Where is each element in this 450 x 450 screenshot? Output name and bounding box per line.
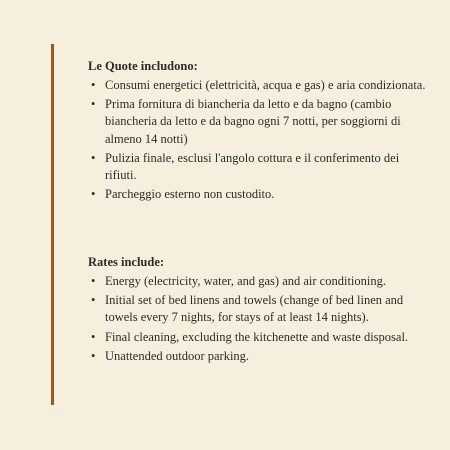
italian-item-parking: • Parcheggio esterno non custodito. [88, 186, 433, 203]
italian-section [88, 58, 433, 205]
accent-bar [51, 44, 54, 405]
italian-list [88, 77, 433, 203]
italian-item-cleaning: • Pulizia finale, esclusi l'angolo cottura e il conferimento dei rifiuti. [88, 150, 433, 184]
italian-heading: Le Quote includono: [88, 59, 198, 73]
english-item-linens: • Initial set of bed linens and towels (change of bed linen and towels every 7 nights, for stays of at least 14 nights). [88, 292, 433, 326]
english-heading: Rates include: [88, 255, 165, 269]
english-list [88, 273, 433, 365]
english-item-energy: • Energy (electricity, water, and gas) and air conditioning. [88, 273, 433, 290]
italian-item-energy: • Consumi energetici (elettricità, acqua e gas) e aria condizionata. [88, 77, 433, 94]
italian-item-linens: • Prima fornitura di biancheria da letto e da bagno (cambio biancheria da letto e da bagno ogni 7 notti, per soggiorni di almeno 14 notti) [88, 96, 433, 148]
english-item-cleaning: • Final cleaning, excluding the kitchenette and waste disposal. [88, 329, 433, 346]
english-item-parking: • Unattended outdoor parking. [88, 348, 433, 365]
english-section [88, 254, 433, 367]
